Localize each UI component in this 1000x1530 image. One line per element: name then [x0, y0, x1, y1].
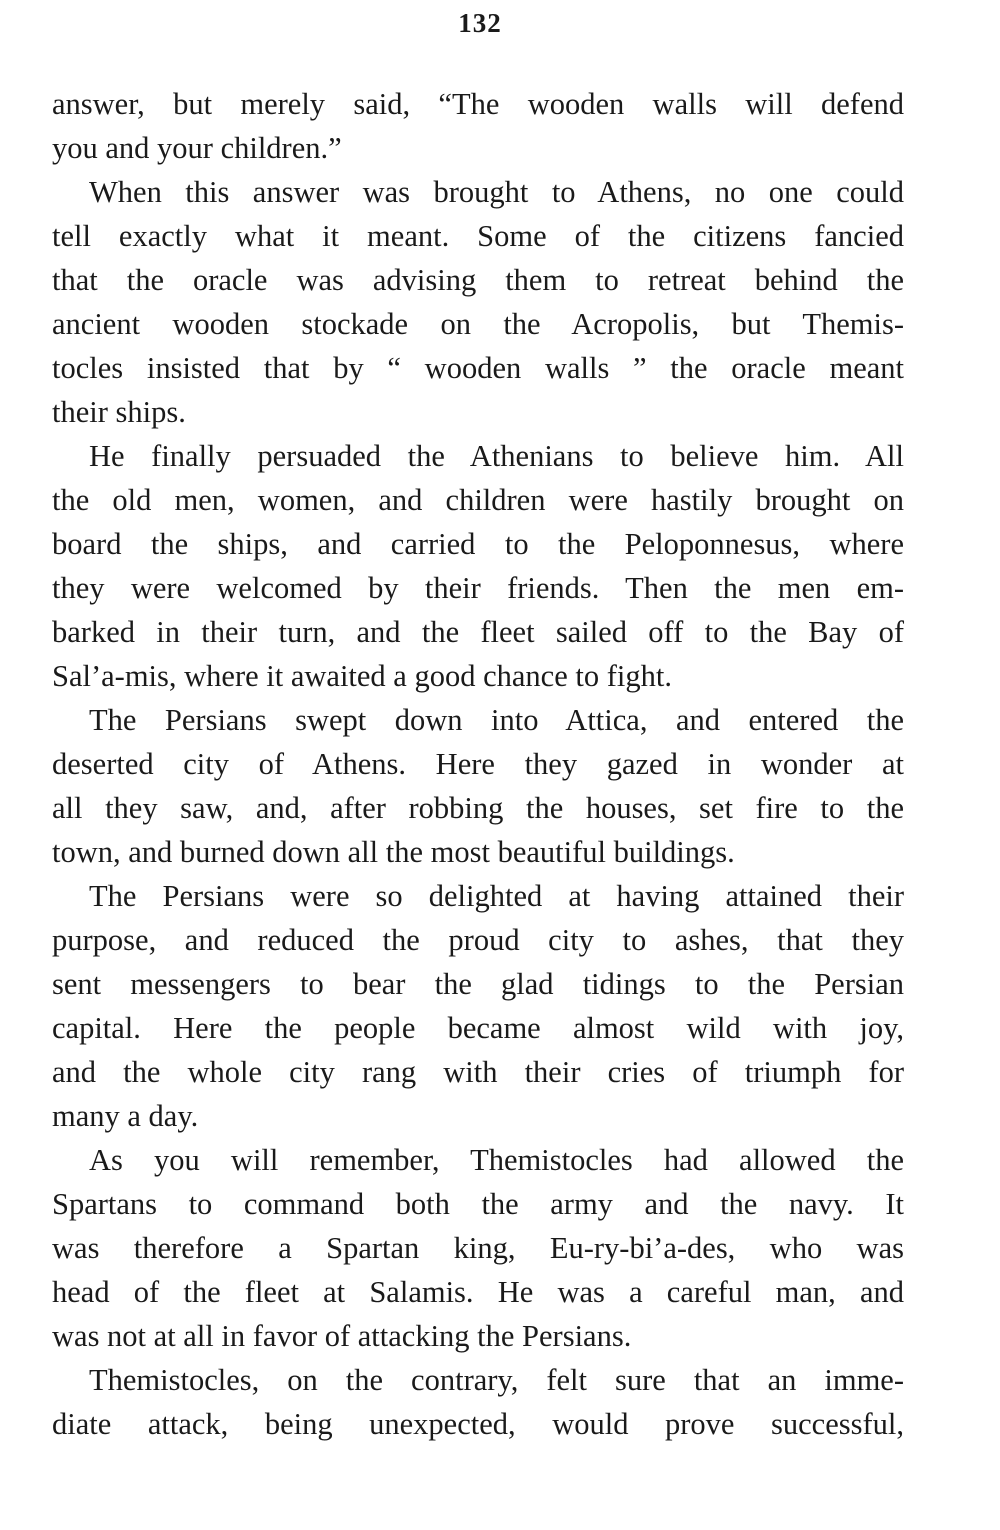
text-line: ancient wooden stockade on the Acropolis, but Themis- — [52, 307, 904, 341]
page-number: 132 — [458, 8, 502, 38]
paragraph — [52, 170, 904, 434]
text-line: and the whole city rang with their cries of triumph for — [52, 1055, 904, 1089]
text-line: tell exactly what it meant. Some of the citizens fancied — [52, 219, 904, 253]
text-line: board the ships, and carried to the Peloponnesus, where — [52, 527, 904, 561]
text-line: He finally persuaded the Athenians to believe him. All — [89, 439, 904, 473]
text-line: When this answer was brought to Athens, no one could — [89, 175, 904, 209]
paragraph — [52, 434, 904, 698]
paragraph — [52, 82, 904, 170]
text-line: was not at all in favor of attacking the Persians. — [52, 1319, 632, 1353]
text-line: barked in their turn, and the fleet sailed off to the Bay of — [52, 615, 904, 649]
text-line: The Persians swept down into Attica, and entered the — [89, 703, 904, 737]
text-line: Spartans to command both the army and the navy. It — [52, 1187, 904, 1221]
text-line: you and your children.” — [52, 131, 342, 165]
text-line: deserted city of Athens. Here they gazed in wonder at — [52, 747, 904, 781]
text-line: answer, but merely said, “The wooden walls will defend — [52, 87, 904, 121]
text-line: their ships. — [52, 395, 186, 429]
paragraph — [52, 698, 904, 874]
body-text — [52, 82, 904, 1446]
text-line: Themistocles, on the contrary, felt sure that an imme- — [89, 1363, 904, 1397]
text-line: many a day. — [52, 1099, 199, 1133]
text-line: town, and burned down all the most beautiful buildings. — [52, 835, 735, 869]
text-line: that the oracle was advising them to retreat behind the — [52, 263, 904, 297]
paragraph — [52, 1138, 904, 1358]
text-line: sent messengers to bear the glad tidings to the Persian — [52, 967, 904, 1001]
text-line: purpose, and reduced the proud city to ashes, that they — [52, 923, 904, 957]
text-line: the old men, women, and children were hastily brought on — [52, 483, 904, 517]
paragraph — [52, 874, 904, 1138]
text-line: tocles insisted that by “ wooden walls ” the oracle meant — [52, 351, 904, 385]
text-line: Sal’a-mis, where it awaited a good chance to fight. — [52, 659, 672, 693]
text-line: all they saw, and, after robbing the houses, set fire to the — [52, 791, 904, 825]
paragraph — [52, 1358, 904, 1446]
text-line: capital. Here the people became almost wild with joy, — [52, 1011, 904, 1045]
text-line: The Persians were so delighted at having attained their — [89, 879, 904, 913]
text-line: was therefore a Spartan king, Eu-ry-bi’a-des, who was — [52, 1231, 904, 1265]
text-line: diate attack, being unexpected, would prove successful, — [52, 1407, 904, 1441]
text-line: they were welcomed by their friends. Then the men em- — [52, 571, 904, 605]
text-line: As you will remember, Themistocles had allowed the — [89, 1143, 904, 1177]
text-line: head of the fleet at Salamis. He was a careful man, and — [52, 1275, 904, 1309]
